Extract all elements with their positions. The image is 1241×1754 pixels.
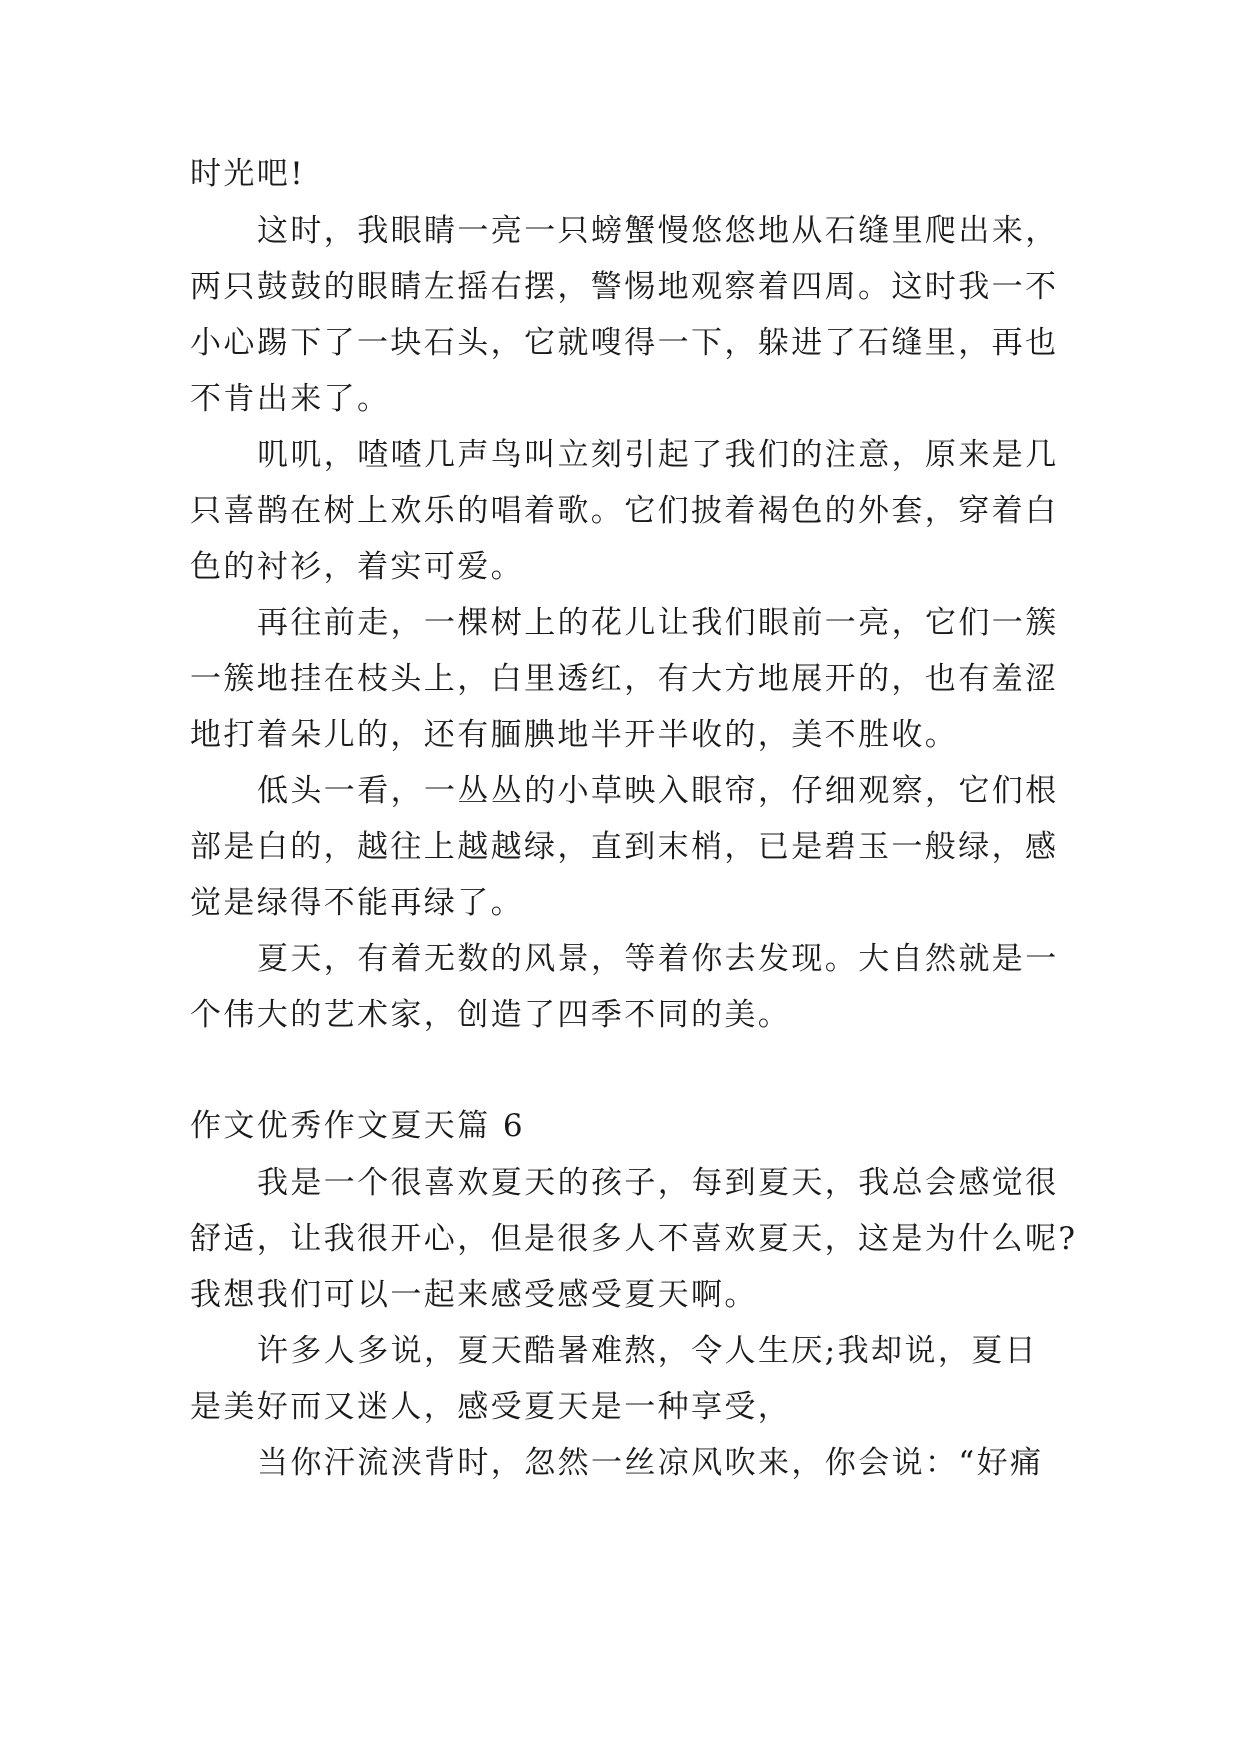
text-line: 个伟大的艺术家，创造了四季不同的美。 xyxy=(190,997,792,1033)
text-line: 舒适，让我很开心，但是很多人不喜欢夏天，这是为什么呢? xyxy=(190,1221,1078,1257)
paragraph-first-line: 叽叽，喳喳几声鸟叫立刻引起了我们的注意，原来是几 xyxy=(257,437,1059,473)
text-line: 只喜鹊在树上欢乐的唱着歌。它们披着褐色的外套，穿着白 xyxy=(190,493,1059,529)
text-line: 时光吧! xyxy=(190,156,306,192)
section-heading: 作文优秀作文夏天篇 6 xyxy=(190,1108,525,1144)
text-line: 我想我们可以一起来感受感受夏天啊。 xyxy=(190,1277,758,1313)
paragraph-first-line: 当你汗流浃背时，忽然一丝凉风吹来，你会说：“好痛 xyxy=(257,1445,1044,1481)
paragraph-first-line: 夏天，有着无数的风景，等着你去发现。大自然就是一 xyxy=(257,941,1059,977)
text-line: 色的衬衫，着实可爱。 xyxy=(190,549,524,585)
paragraph-first-line: 低头一看，一丛丛的小草映入眼帘，仔细观察，它们根 xyxy=(257,773,1059,809)
text-line: 小心踢下了一块石头，它就嗖得一下，躲进了石缝里，再也 xyxy=(190,325,1059,361)
text-line: 觉是绿得不能再绿了。 xyxy=(190,885,524,921)
paragraph-first-line: 再往前走，一棵树上的花儿让我们眼前一亮，它们一簇 xyxy=(257,605,1059,641)
text-line: 地打着朵儿的，还有腼腆地半开半收的，美不胜收。 xyxy=(190,717,959,753)
text-line: 是美好而又迷人，感受夏天是一种享受， xyxy=(190,1389,792,1425)
text-line: 两只鼓鼓的眼睛左摇右摆，警惕地观察着四周。这时我一不 xyxy=(190,269,1059,305)
paragraph-first-line: 我是一个很喜欢夏天的孩子，每到夏天，我总会感觉很 xyxy=(257,1165,1059,1201)
text-line: 不肯出来了。 xyxy=(190,381,391,417)
paragraph-first-line: 这时，我眼睛一亮一只螃蟹慢悠悠地从石缝里爬出来， xyxy=(257,213,1059,249)
text-line: 部是白的，越往上越越绿，直到末梢，已是碧玉一般绿，感 xyxy=(190,829,1059,865)
text-line: 一簇地挂在枝头上，白里透红，有大方地展开的，也有羞涩 xyxy=(190,661,1059,697)
paragraph-first-line: 许多人多说，夏天酷暑难熬，令人生厌;我却说，夏日 xyxy=(257,1333,1039,1369)
